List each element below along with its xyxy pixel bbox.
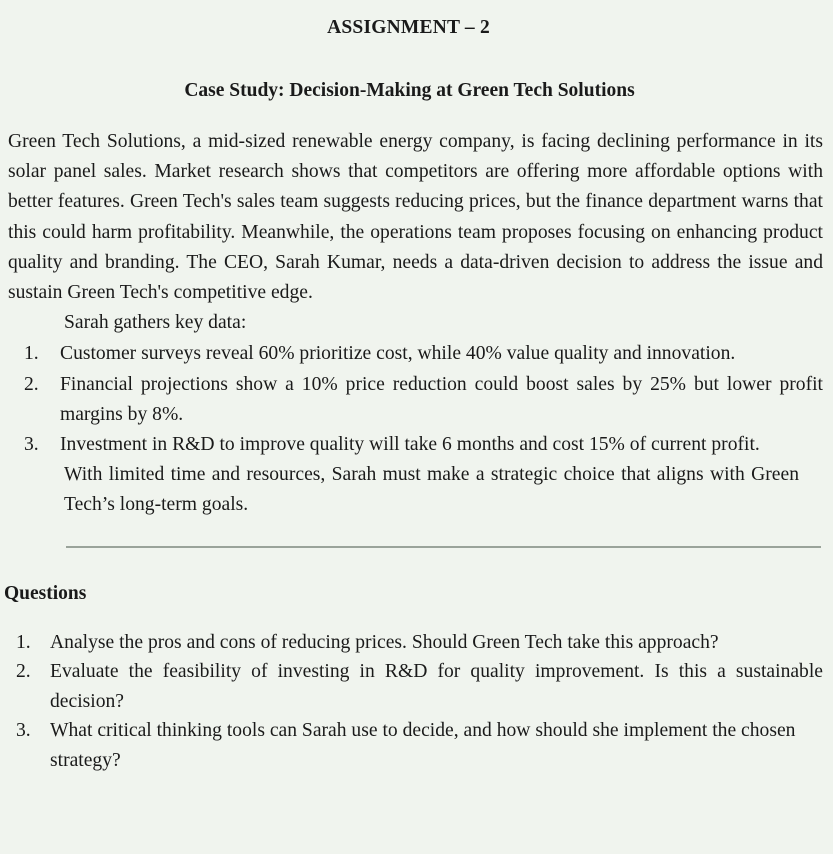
- list-item: Financial projections show a 10% price reduction could boost sales by 25% but lower profit margins by 8%.: [60, 373, 823, 425]
- case-study-closing: With limited time and resources, Sarah must make a strategic choice that aligns with Green Tech’s long-term goals.: [64, 464, 799, 516]
- case-study-title: Case Study: Decision-Making at Green Tech Solutions: [184, 80, 635, 101]
- list-item: Investment in R&D to improve quality will take 6 months and cost 15% of current profit.: [60, 434, 760, 456]
- questions-heading: Questions: [4, 582, 87, 604]
- list-item: What critical thinking tools can Sarah use to decide, and how should she implement the chosen strategy?: [50, 720, 796, 771]
- key-data-list: [2, 339, 827, 460]
- section-divider: [66, 546, 821, 548]
- document-page: [0, 17, 833, 854]
- case-study-paragraph: Green Tech Solutions, a mid-sized renewable energy company, is facing declining performance in its solar panel sales. Market research shows that competitors are offering more affordable options with better features. Green Tech's sales team suggests reducing prices, but the finance department warns that this could harm profitability. Meanwhile, the operations team proposes focusing on enhancing product quality and branding. The CEO, Sarah Kumar, needs a data-driven decision to address the issue and sustain Green Tech's competitive edge.: [8, 131, 823, 304]
- list-item: Analyse the pros and cons of reducing prices. Should Green Tech take this approach?: [50, 631, 719, 653]
- list-item: Evaluate the feasibility of investing in R&D for quality improvement. Is this a sustainable decision?: [50, 661, 823, 712]
- page-title: ASSIGNMENT – 2: [327, 17, 490, 38]
- data-intro-line: Sarah gathers key data:: [64, 312, 247, 334]
- section-divider-wrapper: [2, 546, 827, 548]
- list-item: Customer surveys reveal 60% prioritize cost, while 40% value quality and innovation.: [60, 343, 736, 365]
- questions-list: [2, 628, 827, 776]
